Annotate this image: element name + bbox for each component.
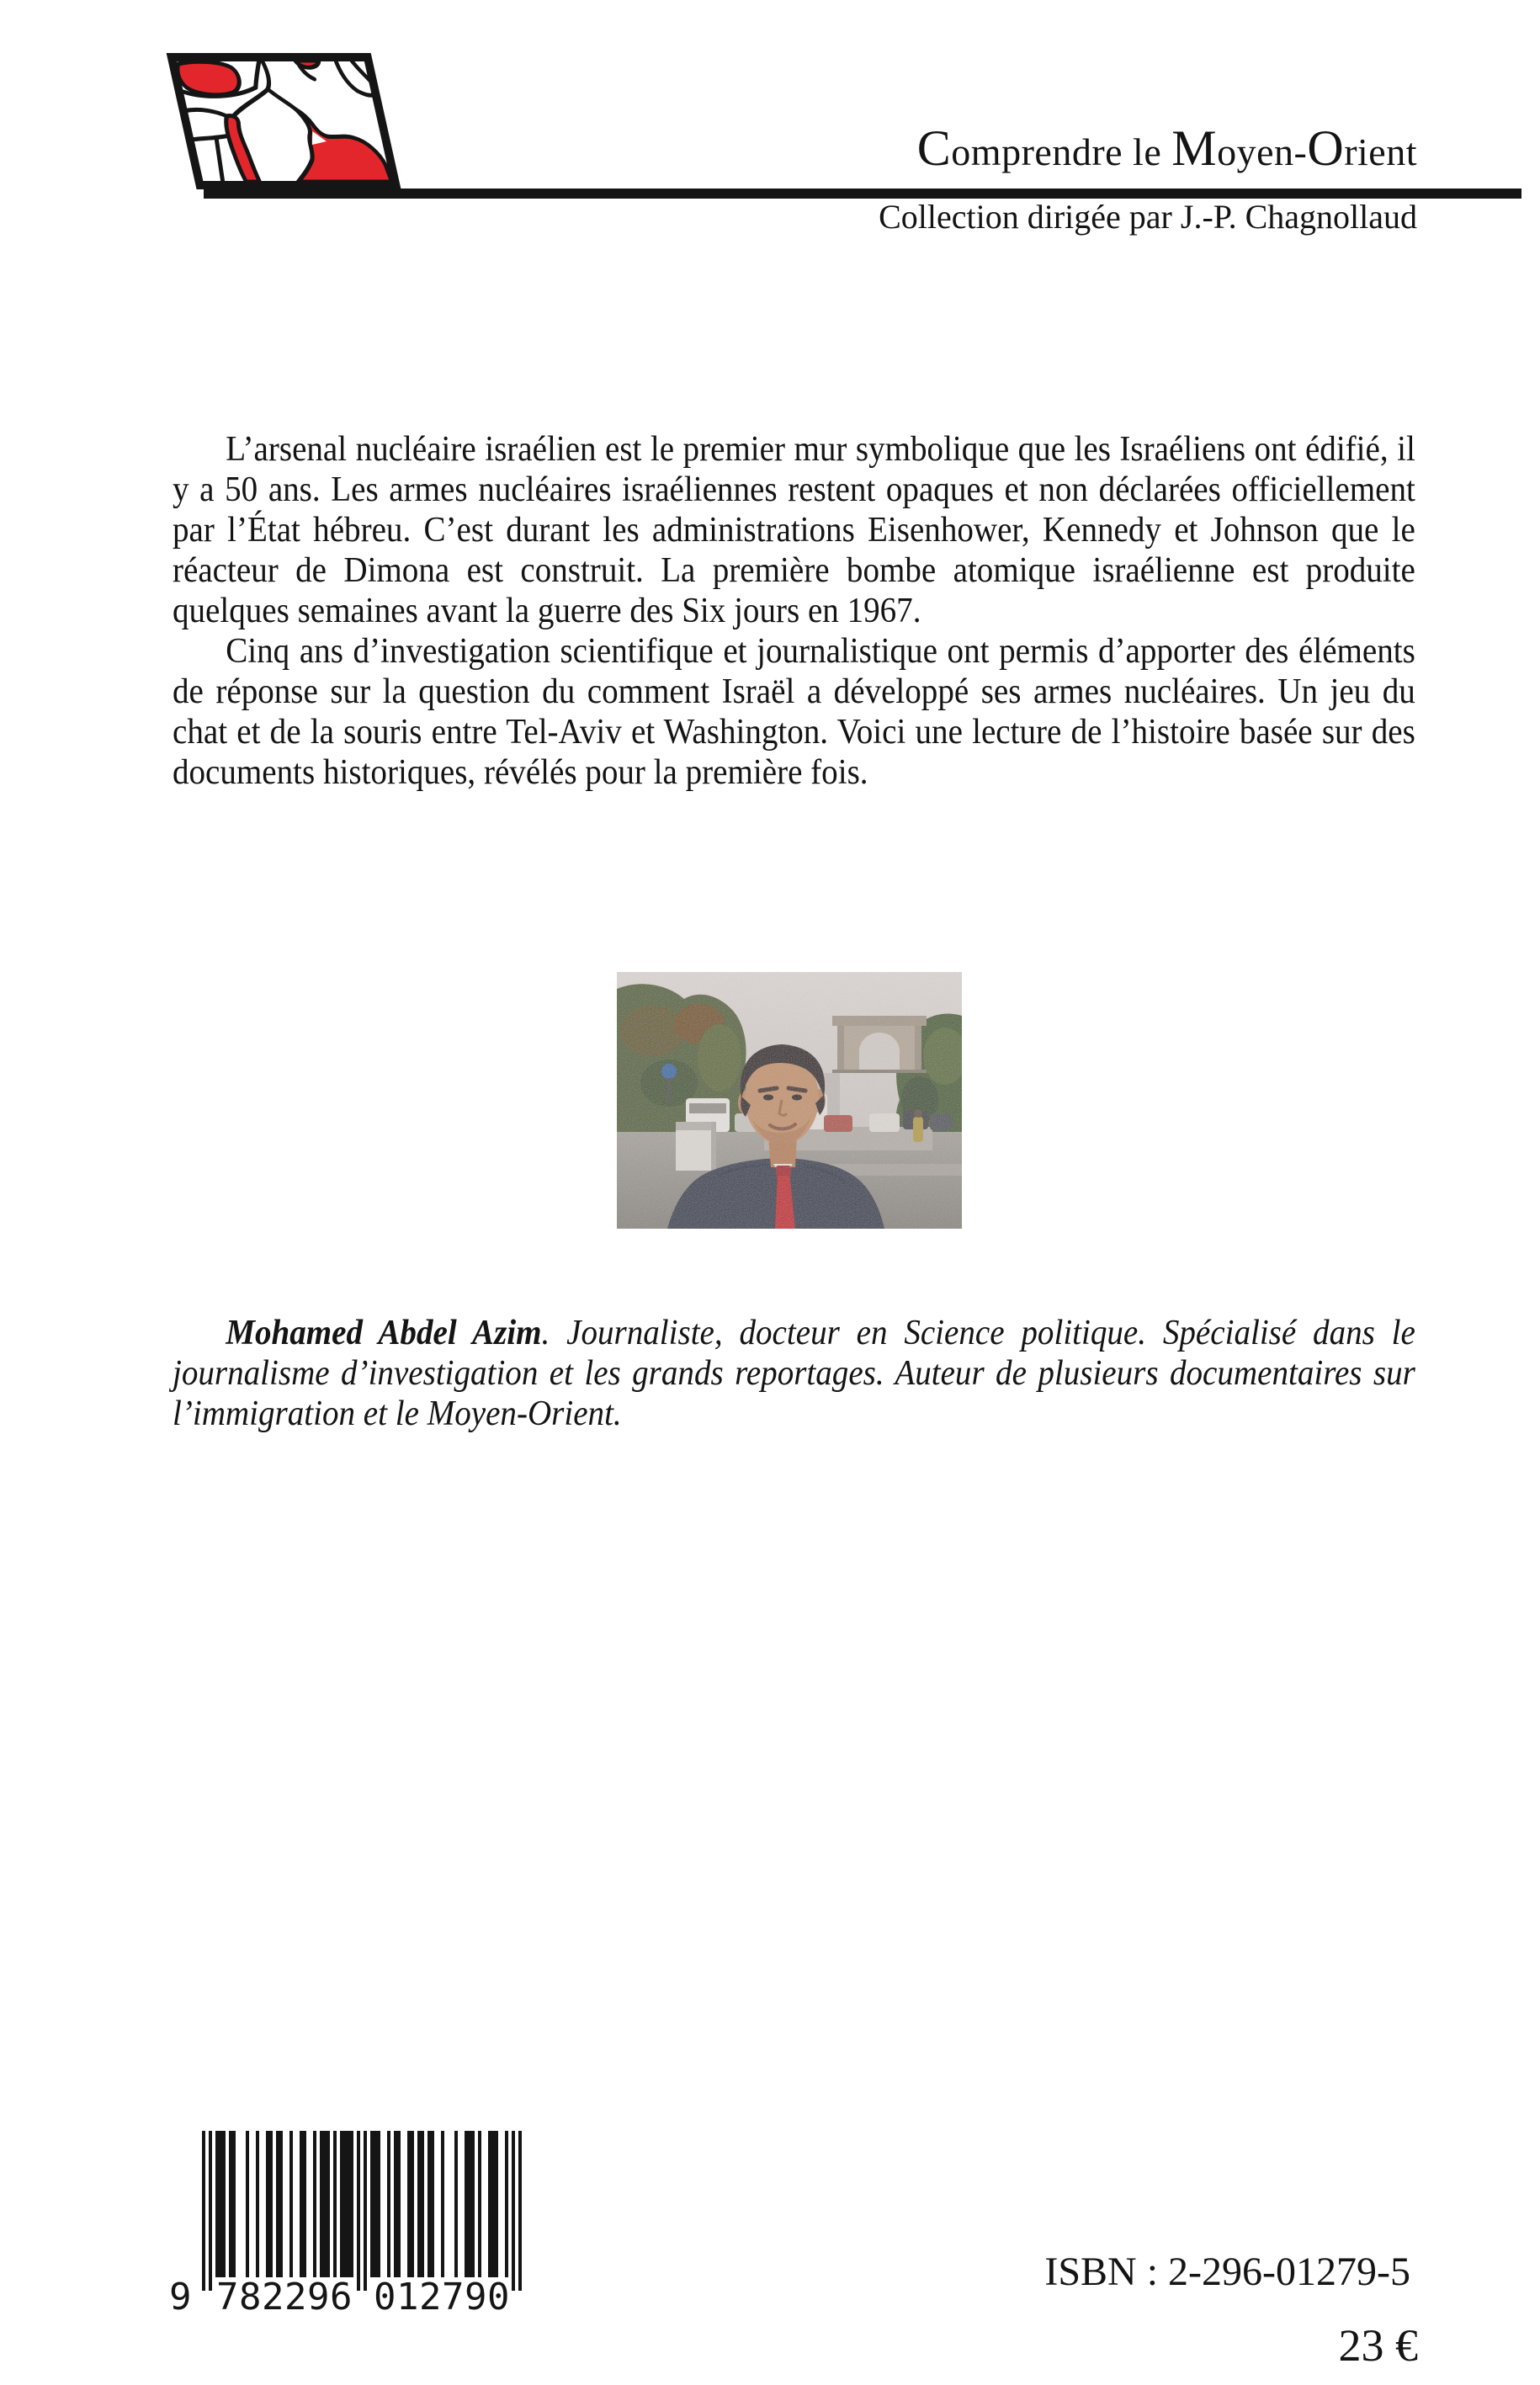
author-photo (617, 972, 962, 1229)
synopsis (173, 429, 1415, 793)
barcode-digit-lead: 9 (169, 2276, 192, 2319)
series-subtitle: Collection dirigée par J.-P. Chagnollaud (879, 198, 1417, 236)
middle-east-map-icon (163, 50, 409, 197)
author-bio-text: . Journaliste, docteur en Science politique. Spécialisé dans le journalisme d’investigation et les grands reportages. Auteur de plusieurs documentaires sur l’immigration et le Moyen-Orient. (173, 1314, 1415, 1433)
author-name: Mohamed Abdel Azim (226, 1314, 542, 1352)
author-bio (173, 1313, 1415, 1434)
barcode-digit-group2: 012790 (374, 2276, 510, 2319)
price-text: 23 € (1338, 2320, 1418, 2371)
barcode-bars (202, 2131, 523, 2292)
synopsis-paragraph-1: L’arsenal nucléaire israélien est le premier mur symbolique que les Israéliens ont édifié, il y a 50 ans. Les armes nucléaires israéliennes restent opaques et non déclarées officiellement par l’État hébreu. C’est durant les administrations Eisenhower, Kennedy et Johnson que le réacteur de Dimona est construit. La première bombe atomique israélienne est produite quelques semaines avant la guerre des Six jours en 1967. (173, 430, 1415, 630)
author-bio-paragraph (173, 1313, 1415, 1434)
series-title: Comprendre le Moyen-Orient (916, 120, 1417, 176)
arc-de-triomphe-shape (832, 1016, 927, 1073)
barcode-digit-group1: 782296 (216, 2276, 353, 2319)
synopsis-paragraph-2: Cinq ans d’investigation scientifique et journalistique ont permis d’apporter des éléments de réponse sur la question du comment Israël a développé ses armes nucléaires. Un jeu du chat et de la souris entre Tel-Aviv et Washington. Voici une lecture de l’histoire basée sur des documents historiques, révélés pour la première fois. (173, 632, 1415, 792)
isbn-text: ISBN : 2-296-01279-5 (1044, 2250, 1410, 2294)
